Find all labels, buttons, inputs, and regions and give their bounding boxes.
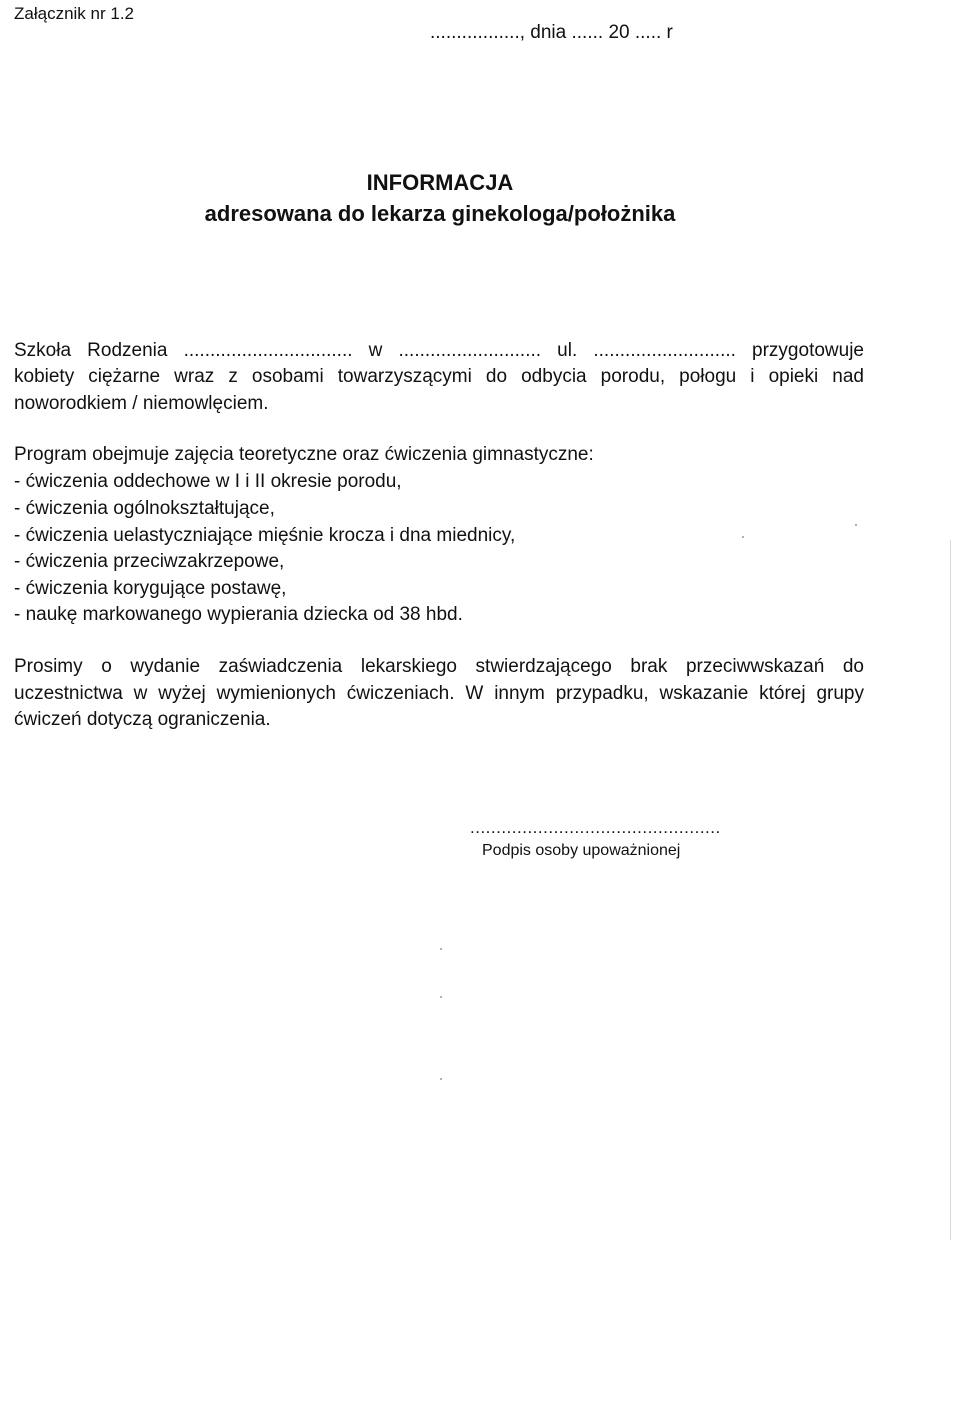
intro-line: Szkoła Rodzenia ................................ w ........................... ul. ........................... przygotowuje — [14, 340, 864, 361]
program-heading: Program obejmuje zajęcia teoretyczne oraz ćwiczenia gimnastyczne: — [14, 444, 594, 465]
request-line: Prosimy o wydanie zaświadczenia lekarskiego stwierdzającego brak przeciwwskazań do — [14, 656, 864, 677]
scan-speck — [440, 996, 442, 998]
program-list-item: - ćwiczenia przeciwzakrzepowe, — [14, 551, 285, 572]
signature-label: Podpis osoby upoważnionej — [482, 842, 681, 859]
intro-line: noworodkiem / niemowlęciem. — [14, 393, 269, 414]
scan-edge-line — [950, 540, 951, 1240]
program-list-item: - naukę markowanego wypierania dziecka od 38 hbd. — [14, 604, 463, 625]
document-subtitle: adresowana do lekarza ginekologa/położnika — [204, 201, 676, 226]
program-list-item: - ćwiczenia oddechowe w I i II okresie porodu, — [14, 471, 402, 492]
program-list-item: - ćwiczenia korygujące postawę, — [14, 578, 287, 599]
program-list-item: - ćwiczenia uelastyczniające mięśnie krocza i dna miednicy, — [14, 525, 516, 546]
intro-line: kobiety ciężarne wraz z osobami towarzyszącymi do odbycia porodu, połogu i opieki nad — [14, 366, 864, 387]
request-line: uczestnictwa w wyżej wymienionych ćwiczeniach. W innym przypadku, wskazanie której grupy — [14, 683, 864, 704]
request-line: ćwiczeń dotyczą ograniczenia. — [14, 709, 271, 730]
scan-speck — [440, 948, 442, 950]
attachment-label: Załącznik nr 1.2 — [14, 4, 134, 23]
document-title: INFORMACJA — [366, 170, 514, 195]
scan-speck — [440, 1078, 442, 1080]
program-list-item: - ćwiczenia ogólnokształtujące, — [14, 498, 275, 519]
scan-speck — [855, 524, 857, 526]
date-line: ................., dnia ...... 20 ..... r — [430, 22, 673, 43]
signature-line: ................................................ — [470, 818, 721, 837]
scan-speck — [742, 536, 744, 538]
